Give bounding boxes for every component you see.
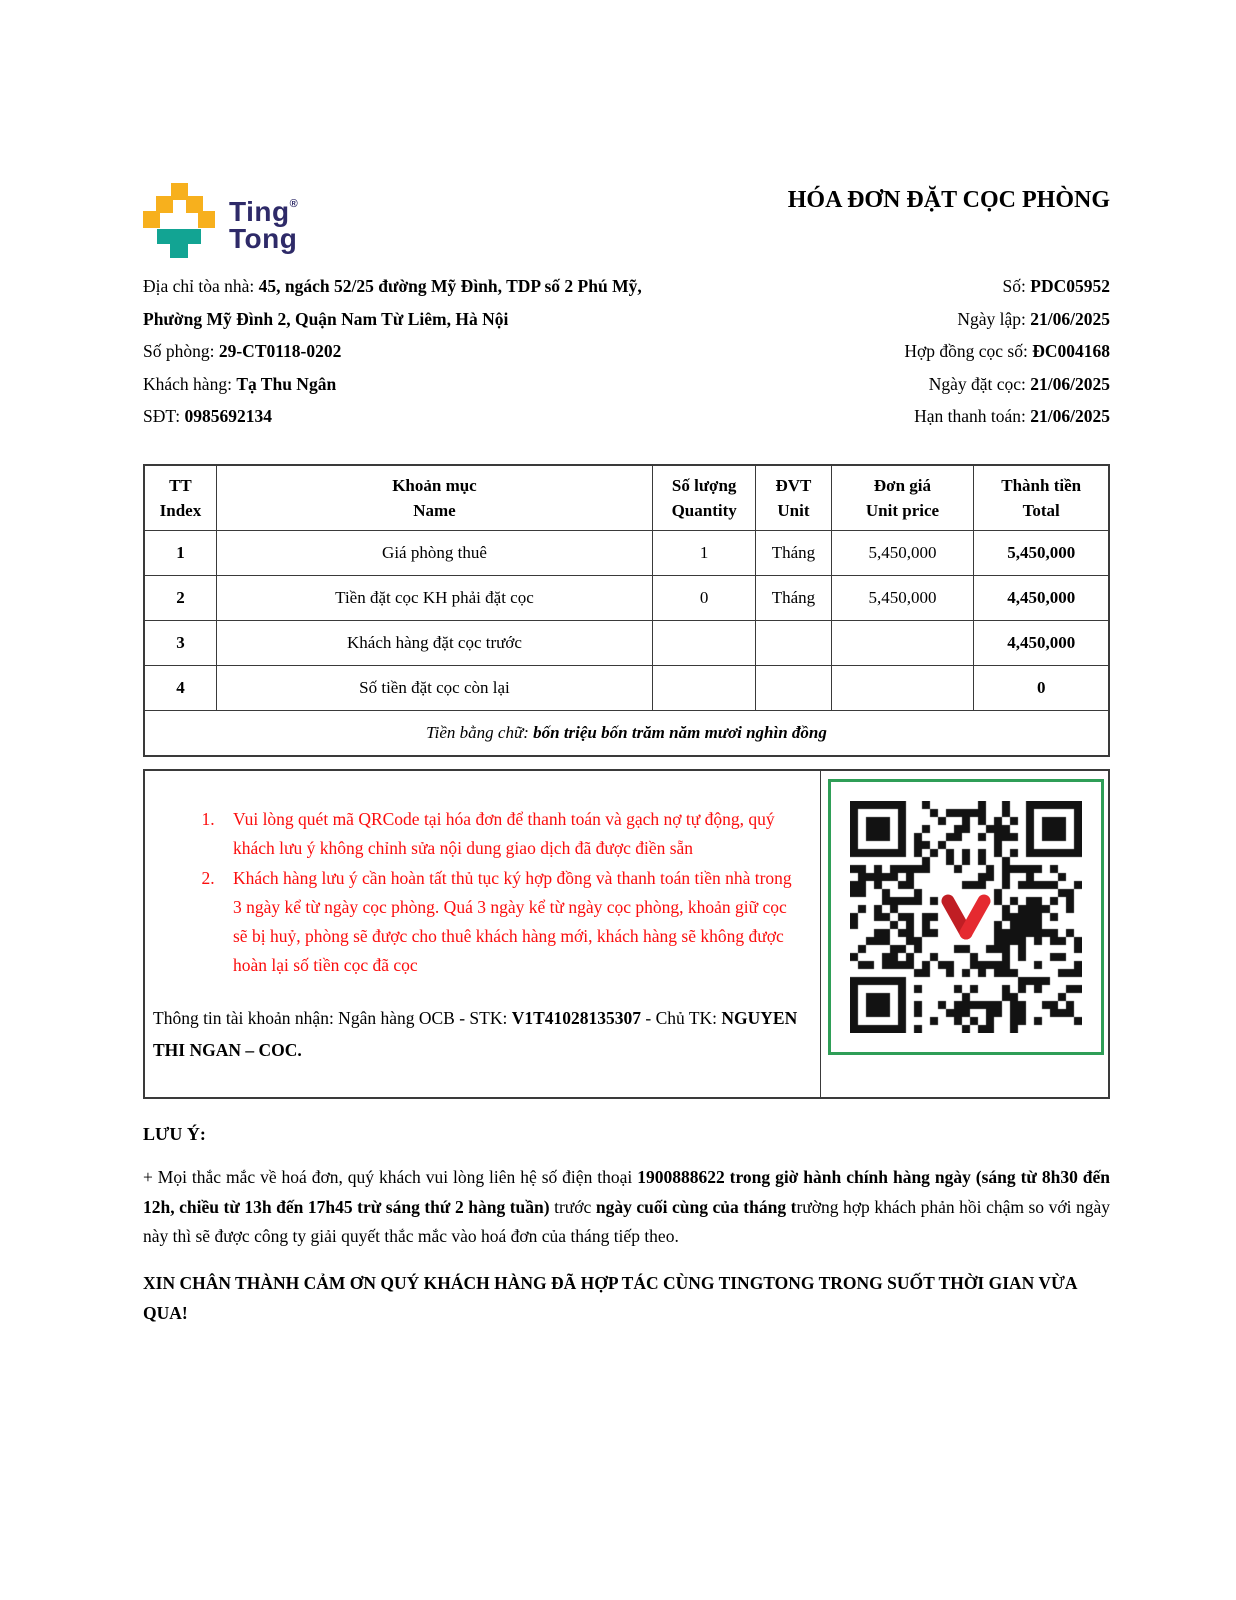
contract-number-line: Hợp đồng cọc số: ĐC004168 [904,341,1110,361]
account-mid: - Chủ TK: [641,1007,722,1028]
col-header-name: Khoản mục Name [216,465,652,531]
phone-line [143,400,648,433]
issue-date-line: Ngày lập: 21/06/2025 [957,308,1110,329]
building-address-line [143,270,648,335]
deposit-date-line: Ngày đặt cọc: 21/06/2025 [928,373,1110,394]
contact-paragraph: + Mọi thắc mắc về hoá đơn, quý khách vui lòng liên hệ số điện thoại 1900888622 trong giờ hành chính hàng ngày (sáng từ 8h30 đến 12h, chiều từ 13h đến 17h45 trừ sáng thứ 2 hàng tuần) trước ngày cuối cùng của tháng trường hợp khách phản hồi chậm so với ngày này thì sẽ được công ty giải quyết thắc mắc vào hoá đơn của tháng tiếp theo. [143,1167,1111,1246]
table-row: 1 Giá phòng thuê 1 Tháng 5,450,000 5,450,000 [144,530,1109,575]
tingtong-logo-icon [143,183,215,258]
building-address-label: Địa chỉ tòa nhà: [143,276,259,296]
table-row: 2 Tiền đặt cọc KH phải đặt cọc 0 Tháng 5,450,000 4,450,000 [144,575,1109,620]
header [143,183,1110,258]
table-header-row [144,465,1109,531]
closing-thanks: XIN CHÂN THÀNH CẢM ƠN QUÝ KHÁCH HÀNG ĐÃ HỢP TÁC CÙNG TINGTONG TRONG SUỐT THỜI GIAN VỪA QUA! [143,1273,1077,1323]
notes-and-qr-section [143,769,1110,1100]
invoice-title: HÓA ĐƠN ĐẶT CỌC PHÒNG [787,187,1110,213]
invoice-number-line: Số: PDC05952 [1002,276,1110,296]
room-number-label: Số phòng: [143,341,219,361]
due-date-line: Hạn thanh toán: 21/06/2025 [914,406,1110,426]
customer-info [143,270,648,433]
payment-qr-code [850,801,1082,1033]
customer-name-value: Tạ Thu Ngân [236,373,337,394]
receiving-account-info [153,1002,806,1066]
col-header-index: TT Index [144,465,216,531]
deposit-date-value: 21/06/2025 [1030,373,1110,394]
account-prefix: Thông tin tài khoản nhận: Ngân hàng OCB - STK: [153,1007,512,1028]
table-row: 4 Số tiền đặt cọc còn lại 0 [144,665,1109,710]
phone-value: 0985692134 [184,406,272,426]
notice-heading: LƯU Ý: [143,1124,206,1144]
phone-label: SĐT: [143,406,185,426]
qr-panel [821,771,1108,1098]
red-v-check-icon [939,892,993,942]
customer-name-label: Khách hàng: [143,373,237,394]
col-header-quantity: Số lượng Quantity [653,465,756,531]
invoice-meta [904,270,1110,433]
invoice-number-value: PDC05952 [1030,276,1110,296]
account-number: V1T41028135307 [511,1007,642,1028]
wordmark-line1: Ting [229,196,290,227]
customer-name-line [143,368,648,401]
tingtong-logo [143,183,443,258]
wordmark-line2: Tong [229,223,298,254]
amount-in-words-value: bốn triệu bốn trăm năm mươi nghìn đồng [533,722,827,742]
room-number-value: 29-CT0118-0202 [218,341,342,361]
col-header-total: Thành tiền Total [974,465,1109,531]
account-holder: NGUYEN THI NGAN – COC. [153,1007,798,1060]
contract-number-value: ĐC004168 [1032,341,1110,361]
qr-code-frame [828,779,1104,1055]
building-address-value: 45, ngách 52/25 đường Mỹ Đình, TDP số 2 Phú Mỹ, Phường Mỹ Đình 2, Quận Nam Từ Liêm, Hà Nội [143,276,642,329]
table-row: 3 Khách hàng đặt cọc trước 4,450,000 [144,620,1109,665]
issue-date-value: 21/06/2025 [1030,308,1110,329]
notes-panel [145,771,821,1098]
info-section [143,270,1110,433]
items-table [143,464,1110,757]
col-header-unit-price: Đơn giá Unit price [831,465,974,531]
payment-note-item: 2. Khách hàng lưu ý cần hoàn tất thủ tục ký hợp đồng và thanh toán tiền nhà trong 3 ngày kể từ ngày cọc phòng. Quá 3 ngày kể từ ngày cọc phòng, khoản giữ cọc sẽ bị huỷ, phòng sẽ được cho thuê khách hàng mới, khách hàng sẽ không được hoàn lại số tiền cọc đã cọc [219,864,800,980]
col-header-unit: ĐVT Unit [756,465,831,531]
invoice-document [143,183,1110,1346]
payment-notes-list [219,805,806,980]
tingtong-wordmark [229,183,298,252]
room-number-line [143,335,648,368]
amount-in-words-row [144,710,1109,756]
payment-note-item: 1. Vui lòng quét mã QRCode tại hóa đơn để thanh toán và gạch nợ tự động, quý khách lưu ý không chỉnh sửa nội dung giao dịch đã được điền sẵn [219,805,800,863]
due-date-value: 21/06/2025 [1030,406,1110,426]
amount-in-words-label: Tiền bằng chữ: [426,722,534,742]
registered-mark: ® [289,198,299,210]
